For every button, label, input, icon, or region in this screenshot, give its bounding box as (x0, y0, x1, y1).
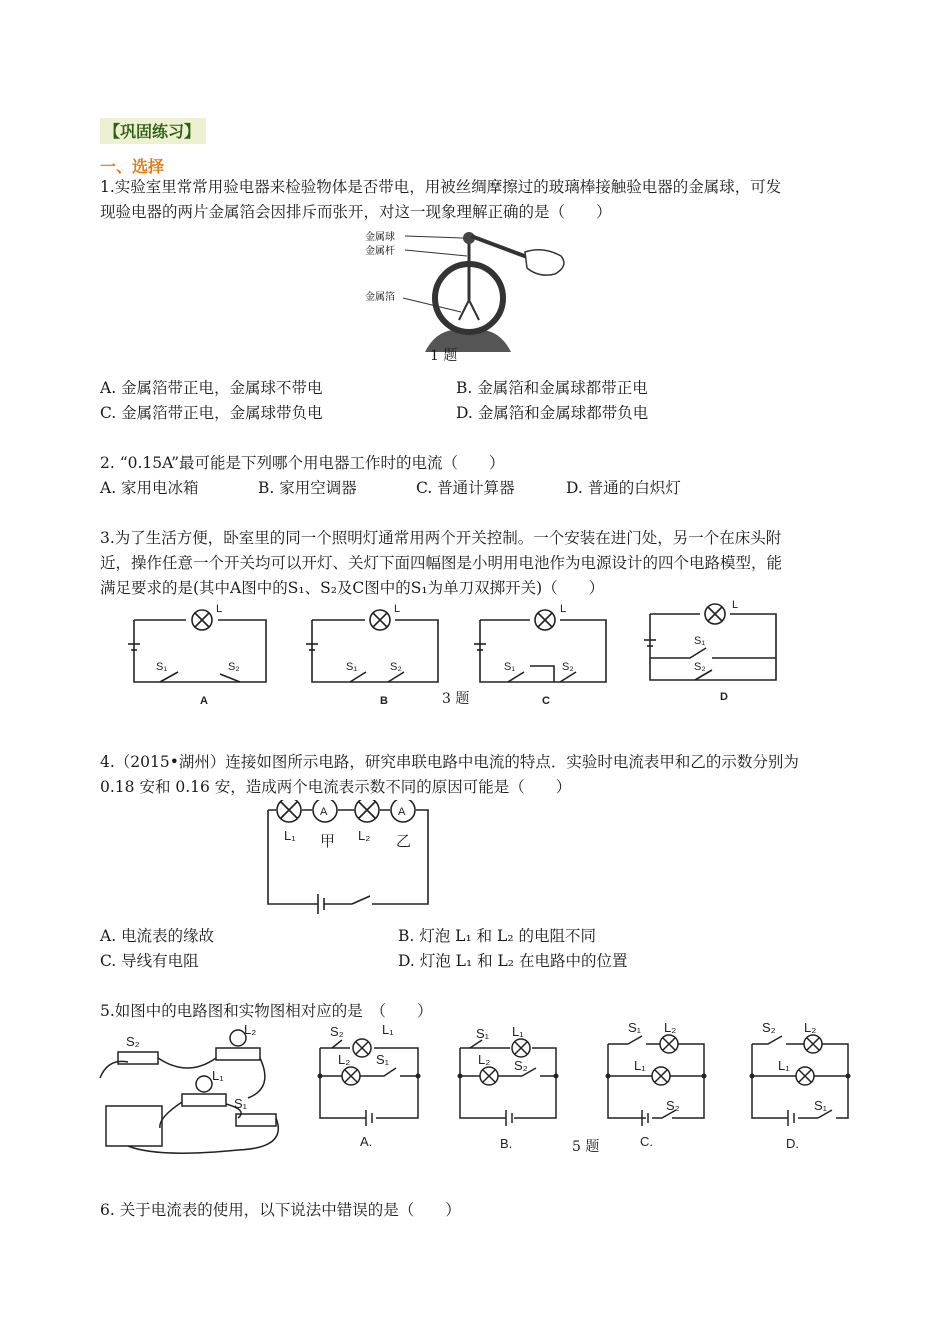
q4-label-yi: 乙 (396, 833, 412, 850)
q1-stem-line2: 现验电器的两片金属箔会因排斥而张开，对这一现象理解正确的是（ ） (100, 203, 612, 221)
q3-c-label-s1: S₁ (504, 661, 516, 673)
q4-option-a: A. 电流表的缘故 (100, 927, 215, 945)
label-metal-foil: 金属箔 (365, 292, 395, 303)
q5-b-label-s2: S₂ (514, 1058, 528, 1073)
q3-c-label-s2: S₂ (562, 661, 574, 673)
q5-c-caption: C. (640, 1134, 653, 1149)
q5-c-label-s2: S₂ (666, 1098, 680, 1113)
q2-option-a: A. 家用电冰箱 (100, 479, 199, 497)
q5-c-label-s1: S₁ (628, 1020, 642, 1035)
q1-option-c: C. 金属箔带正电，金属球带负电 (100, 404, 323, 422)
q5-circuit-d (752, 1035, 848, 1126)
q2-option-b: B. 家用空调器 (258, 479, 357, 497)
q4-ammeter-label-2: A (398, 806, 406, 818)
q4-label-jia: 甲 (320, 833, 336, 850)
q5-a-label-s2: S₂ (330, 1024, 344, 1039)
hand-icon (525, 250, 564, 275)
q1-figure-caption: 1 题 (430, 348, 458, 364)
q4-option-d: D. 灯泡 L₁ 和 L₂ 在电路中的位置 (398, 952, 628, 970)
q5-a-label-s1: S₁ (376, 1052, 390, 1067)
q4-label-l1: L₁ (284, 828, 296, 843)
q5-a-label-l2: L₂ (338, 1052, 351, 1067)
q5-d-caption: D. (786, 1136, 799, 1151)
q1-option-b: B. 金属箔和金属球都带正电 (456, 379, 648, 397)
label-metal-rod: 金属杆 (365, 246, 395, 257)
q2-option-c: C. 普通计算器 (416, 479, 515, 497)
q5-a-label-l1: L₁ (382, 1022, 394, 1037)
q3-b-label-s1: S₁ (346, 661, 358, 673)
q5-b-label-l1: L₁ (512, 1024, 524, 1039)
q6-stem: 6. 关于电流表的使用，以下说法中错误的是（ ） (100, 1201, 461, 1219)
q3-stem-line1: 3.为了生活方便，卧室里的同一个照明灯通常用两个开关控制。一个安装在进门处，另一个在床头附 (100, 529, 782, 547)
q1-stem-line1: 1.实验室里常常用验电器来检验物体是否带电，用被丝绸摩擦过的玻璃棒接触验电器的金属球，可发 (100, 178, 782, 196)
q1-electroscope-figure (365, 222, 585, 362)
q5-circuit-figures (98, 1018, 858, 1158)
q1-option-d: D. 金属箔和金属球都带负电 (456, 404, 649, 422)
q4-option-b: B. 灯泡 L₁ 和 L₂ 的电阻不同 (398, 927, 596, 945)
q5-circuit-b (460, 1039, 556, 1126)
q5-d-label-s1: S₁ (814, 1098, 828, 1113)
q3-d-label-lamp: L (732, 600, 739, 611)
q5-circuit-a (320, 1039, 418, 1126)
q3-d-caption: D (720, 691, 728, 703)
q5-d-label-l1: L₁ (778, 1058, 790, 1073)
q5-a-caption: A. (360, 1134, 373, 1149)
q3-d-label-s1: S₁ (694, 635, 706, 647)
q2-stem: 2. “0.15A”最可能是下列哪个用电器工作时的电流（ ） (100, 454, 505, 472)
q3-c-label-lamp: L (560, 603, 567, 615)
q4-lamp-l1 (281, 802, 297, 818)
q5-b-caption: B. (500, 1136, 513, 1151)
q5-phys-label-l2: L₂ (244, 1022, 257, 1037)
q5-c-label-l1: L₁ (634, 1058, 646, 1073)
q2-option-d: D. 普通的白炽灯 (566, 479, 681, 497)
q5-circuit-c (608, 1035, 704, 1126)
q5-c-label-l2: L₂ (664, 1020, 677, 1035)
section-title: 【巩固练习】 (100, 118, 206, 144)
category-heading: 一、选择 (100, 157, 165, 176)
q5-phys-label-s1: S₁ (234, 1096, 248, 1111)
q3-c-caption: C (542, 695, 550, 707)
q5-d-label-l2: L₂ (804, 1020, 817, 1035)
q5-phys-label-l1: L₁ (212, 1068, 224, 1083)
metal-foil-right (469, 300, 479, 320)
q5-d-label-s2: S₂ (762, 1020, 776, 1035)
q3-circuit-c (474, 610, 606, 682)
q4-series-circuit-figure (260, 800, 440, 920)
q4-lamp-l2 (359, 802, 375, 818)
q3-b-label-s2: S₂ (390, 661, 402, 673)
q3-stem-line3: 满足要求的是(其中A图中的S₁、S₂及C图中的S₁为单刀双掷开关)（ ） (100, 579, 605, 597)
q3-d-label-s2: S₂ (694, 661, 706, 673)
q5-figure-caption: 5 题 (572, 1139, 600, 1155)
q5-phys-label-s2: S₂ (126, 1034, 140, 1049)
q3-b-caption: B (380, 695, 388, 707)
q3-a-label-lamp: L (216, 603, 223, 615)
q3-figure-caption: 3 题 (442, 691, 470, 707)
q3-a-label-s1: S₁ (156, 661, 168, 673)
q4-stem-line2: 0.18 安和 0.16 安，造成两个电流表示数不同的原因可能是（ ） (100, 778, 572, 796)
q4-label-l2: L₂ (358, 828, 371, 843)
metal-foil-left (459, 300, 469, 320)
q5-b-label-s1: S₁ (476, 1026, 490, 1041)
q3-circuit-a (128, 610, 266, 682)
label-metal-ball: 金属球 (365, 232, 395, 243)
q3-a-label-s2: S₂ (228, 661, 240, 673)
q1-option-a: A. 金属箔带正电，金属球不带电 (100, 379, 323, 397)
q3-circuit-b (306, 610, 438, 682)
q3-stem-line2: 近，操作任意一个开关均可以开灯、关灯下面四幅图是小明用电池作为电源设计的四个电路模型，能 (100, 554, 783, 572)
q3-a-caption: A (200, 695, 208, 707)
q4-ammeter-label-1: A (320, 806, 328, 818)
q3-b-label-lamp: L (394, 603, 401, 615)
q5-b-label-l2: L₂ (478, 1052, 491, 1067)
q5-stem: 5.如图中的电路图和实物图相对应的是 （ ） (100, 1002, 433, 1020)
q4-option-c: C. 导线有电阻 (100, 952, 199, 970)
q3-circuit-d (644, 604, 776, 680)
q4-stem-line1: 4.（2015•湖州）连接如图所示电路，研究串联电路中电流的特点．实验时电流表甲和乙的示数分别为 (100, 753, 799, 771)
